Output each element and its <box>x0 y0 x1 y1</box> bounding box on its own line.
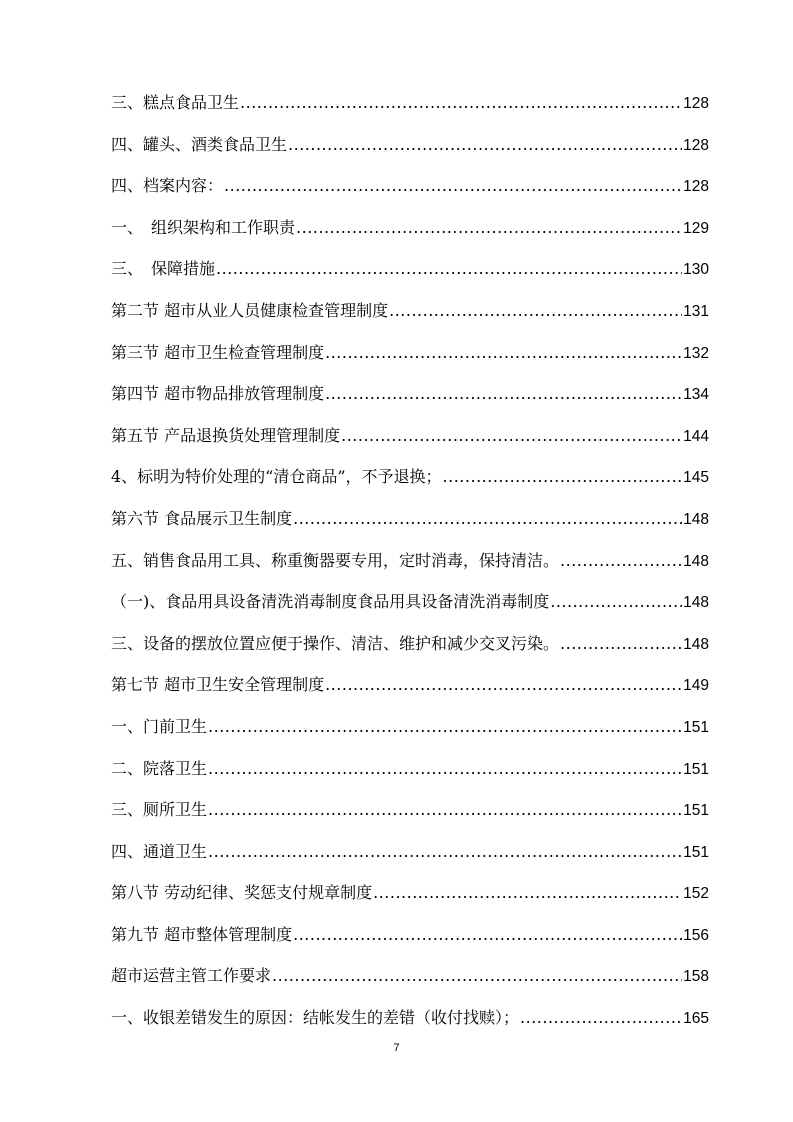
toc-entry-page: 148 <box>683 594 709 612</box>
toc-entry[interactable] <box>111 540 709 582</box>
toc-entry-title: 四、档案内容： <box>111 176 224 196</box>
dot-leader <box>208 831 682 873</box>
toc-entry-page: 148 <box>683 552 709 570</box>
toc-entry-page: 148 <box>683 510 709 528</box>
toc-entry[interactable] <box>111 997 709 1039</box>
toc-entry-page: 128 <box>683 178 709 196</box>
toc-entry-title: 第六节 食品展示卫生制度 <box>111 508 293 528</box>
toc-entry-page: 152 <box>683 885 709 903</box>
dot-leader <box>293 498 682 540</box>
toc-entry[interactable] <box>111 748 709 790</box>
table-of-contents <box>111 82 709 1039</box>
toc-entry[interactable] <box>111 872 709 914</box>
dot-leader <box>325 373 682 415</box>
dot-leader <box>325 332 682 374</box>
toc-entry-page: 156 <box>683 926 709 944</box>
page-number: 7 <box>393 1042 400 1054</box>
dot-leader <box>560 623 682 665</box>
toc-entry-title: 五、销售食品用工具、称重衡器要专用，定时消毒，保持清洁。 <box>111 550 560 570</box>
toc-entry-page: 158 <box>683 968 709 986</box>
toc-entry[interactable] <box>111 623 709 665</box>
toc-entry-title: 第二节 超市从业人员健康检查管理制度 <box>111 300 389 320</box>
toc-entry-title: 四、通道卫生 <box>111 841 208 861</box>
toc-entry-page: 145 <box>683 469 709 487</box>
toc-entry[interactable] <box>111 789 709 831</box>
toc-entry[interactable] <box>111 165 709 207</box>
dot-leader <box>341 415 682 457</box>
dot-leader <box>520 997 682 1039</box>
toc-entry-title: 三、糕点食品卫生 <box>111 93 240 112</box>
toc-entry-title: 二、院落卫生 <box>111 758 208 778</box>
toc-entry-page: 132 <box>683 344 709 362</box>
dot-leader <box>296 207 682 249</box>
toc-entry-title: 第九节 超市整体管理制度 <box>111 924 293 944</box>
toc-entry[interactable] <box>111 332 709 374</box>
dot-leader <box>325 664 682 706</box>
toc-entry[interactable] <box>111 831 709 873</box>
toc-entry-page: 149 <box>683 677 709 695</box>
dot-leader <box>208 706 682 748</box>
toc-entry-page: 151 <box>683 802 709 820</box>
toc-entry-title: 4、标明为特价处理的“清仓商品”，不予退换； <box>111 467 442 487</box>
toc-entry-page: 130 <box>683 261 709 279</box>
toc-entry-page: 144 <box>683 427 709 445</box>
toc-entry-page: 151 <box>683 843 709 861</box>
dot-leader <box>272 955 682 997</box>
toc-entry-title: 第五节 产品退换货处理管理制度 <box>111 425 341 445</box>
toc-entry-page: 129 <box>683 219 709 237</box>
toc-entry-title: 第八节 劳动纪律、奖惩支付规章制度 <box>111 883 373 903</box>
toc-entry[interactable] <box>111 290 709 332</box>
toc-entry[interactable] <box>111 248 709 290</box>
toc-entry-page: 151 <box>683 718 709 736</box>
dot-leader <box>208 748 682 790</box>
dot-leader <box>550 581 682 623</box>
dot-leader <box>293 914 682 956</box>
toc-entry-page: 128 <box>683 136 709 154</box>
toc-entry[interactable] <box>111 955 709 997</box>
toc-entry-title: 三、设备的摆放位置应便于操作、清洁、维护和减少交叉污染。 <box>111 633 560 653</box>
toc-entry-title: 第七节 超市卫生安全管理制度 <box>111 675 325 695</box>
toc-entry-title: （一)、食品用具设备清洗消毒制度食品用具设备清洗消毒制度 <box>111 592 550 612</box>
toc-entry-title: 一、收银差错发生的原因：结帐发生的差错（收付找赎）； <box>111 1008 520 1028</box>
toc-entry[interactable] <box>111 914 709 956</box>
toc-entry[interactable] <box>111 124 709 166</box>
toc-entry-title: 第四节 超市物品排放管理制度 <box>111 384 325 404</box>
toc-entry-page: 151 <box>683 760 709 778</box>
dot-leader <box>443 456 683 498</box>
toc-entry-page: 131 <box>683 302 709 320</box>
toc-entry-title: 一、 组织架构和工作职责 <box>111 217 296 237</box>
dot-leader <box>240 82 682 124</box>
dot-leader <box>560 540 682 582</box>
toc-entry[interactable] <box>111 373 709 415</box>
toc-entry-title: 超市运营主管工作要求 <box>111 966 272 986</box>
toc-entry-page: 134 <box>683 386 709 404</box>
toc-entry-page: 165 <box>683 1010 709 1028</box>
dot-leader <box>216 248 682 290</box>
dot-leader <box>389 290 682 332</box>
toc-entry-title: 三、 保障措施 <box>111 259 216 279</box>
toc-entry[interactable] <box>111 706 709 748</box>
dot-leader <box>288 124 682 166</box>
toc-entry[interactable] <box>111 82 709 124</box>
dot-leader <box>208 789 682 831</box>
toc-entry-page: 128 <box>683 95 709 112</box>
toc-entry-page: 148 <box>683 635 709 653</box>
toc-entry[interactable] <box>111 498 709 540</box>
dot-leader <box>224 165 682 207</box>
toc-entry[interactable] <box>111 207 709 249</box>
toc-entry[interactable] <box>111 664 709 706</box>
toc-entry-title: 第三节 超市卫生检查管理制度 <box>111 342 325 362</box>
toc-entry-title: 三、厕所卫生 <box>111 800 208 820</box>
toc-entry-title: 四、罐头、酒类食品卫生 <box>111 134 288 154</box>
toc-entry[interactable] <box>111 415 709 457</box>
toc-entry[interactable] <box>111 456 709 498</box>
toc-entry[interactable] <box>111 581 709 623</box>
dot-leader <box>373 872 682 914</box>
toc-entry-title: 一、门前卫生 <box>111 716 208 736</box>
